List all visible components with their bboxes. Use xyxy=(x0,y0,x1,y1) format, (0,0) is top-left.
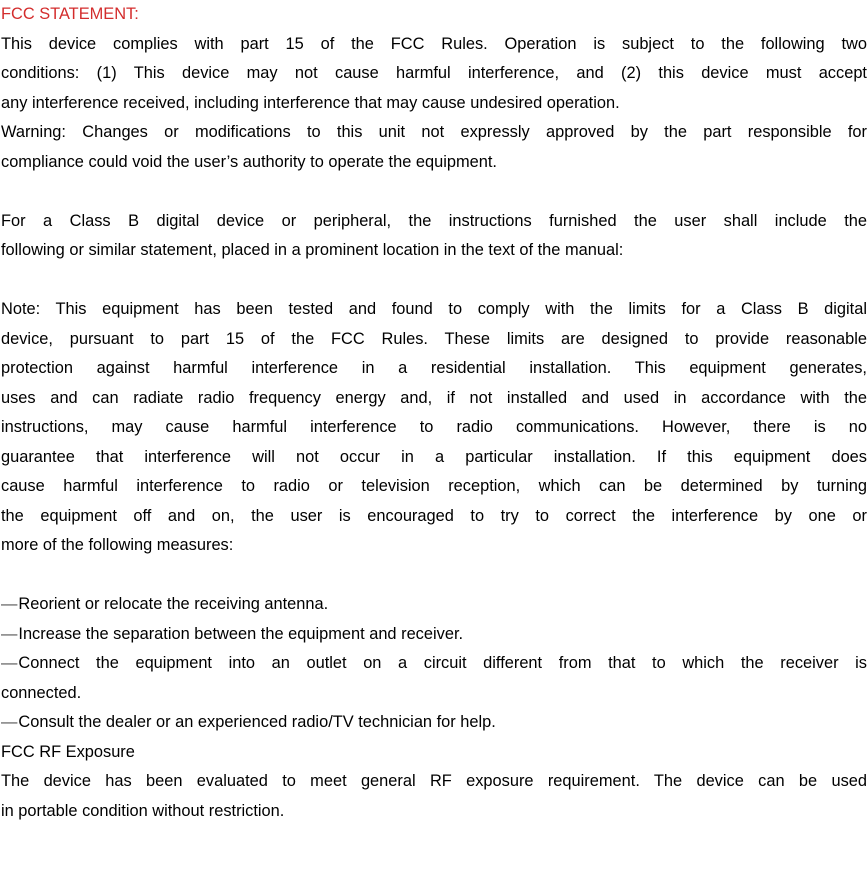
warning-line: Warning: Changes or modifications to this unit not expressly approved by the part responsible for xyxy=(1,123,867,141)
note-line: protection against harmful interference in a residential installation. This equipment generates, xyxy=(1,359,867,377)
measure-text: Connect the equipment into an outlet on a circuit different from that to which the receiver is xyxy=(18,654,867,672)
paragraph-spacer xyxy=(1,561,868,591)
measure-text: Reorient or relocate the receiving antenna. xyxy=(18,595,329,613)
measure-text: Increase the separation between the equipment and receiver. xyxy=(18,624,464,643)
compliance-line: This device complies with part 15 of the FCC Rules. Operation is subject to the following two xyxy=(1,34,867,53)
compliance-line: conditions: (1) This device may not cause harmful interference, and (2) this device must accept xyxy=(1,64,867,82)
list-item xyxy=(1,649,867,679)
note-line: instructions, may cause harmful interference to radio communications. However, there is no xyxy=(1,418,867,436)
measures-list xyxy=(1,590,868,738)
note-line: Note: This equipment has been tested and found to comply with the limits for a Class B digital xyxy=(1,300,867,318)
note-line: cause harmful interference to radio or television reception, which can be determined by turning xyxy=(1,477,867,495)
rf-exposure-paragraph xyxy=(1,767,868,826)
dash-bullet: — xyxy=(1,713,18,731)
rf-line: The device has been evaluated to meet general RF exposure requirement. The device can be used xyxy=(1,772,867,790)
note-line: more of the following measures: xyxy=(1,536,234,554)
note-line: device, pursuant to part 15 of the FCC Rules. These limits are designed to provide reasonable xyxy=(1,329,867,348)
note-line: guarantee that interference will not occur in a particular installation. If this equipment does xyxy=(1,447,867,466)
dash-bullet: — xyxy=(1,654,18,672)
note-line: uses and can radiate radio frequency energy and, if not installed and used in accordance with the xyxy=(1,388,867,407)
dash-bullet: — xyxy=(1,595,18,613)
list-item-continuation: connected. xyxy=(1,683,82,702)
class-b-line: For a Class B digital device or peripheral, the instructions furnished the user shall include the xyxy=(1,211,867,230)
class-b-paragraph xyxy=(1,207,868,266)
paragraph-spacer xyxy=(1,266,868,296)
compliance-paragraph xyxy=(1,30,868,119)
warning-paragraph xyxy=(1,118,868,177)
paragraph-spacer xyxy=(1,177,868,207)
compliance-line: any interference received, including interference that may cause undesired operation. xyxy=(1,93,620,112)
list-item xyxy=(1,590,868,620)
rf-exposure-title: FCC RF Exposure xyxy=(1,742,135,761)
class-b-line: following or similar statement, placed in a prominent location in the text of the manual: xyxy=(1,241,624,259)
measure-text: Consult the dealer or an experienced radio/TV technician for help. xyxy=(18,713,496,731)
note-line: the equipment off and on, the user is encouraged to try to correct the interference by one or xyxy=(1,506,867,525)
dash-bullet: — xyxy=(1,624,18,643)
note-paragraph xyxy=(1,295,868,561)
rf-line: in portable condition without restriction. xyxy=(1,801,285,820)
fcc-statement-heading: FCC STATEMENT: xyxy=(1,5,139,23)
list-item xyxy=(1,620,868,650)
warning-line: compliance could void the user’s authority to operate the equipment. xyxy=(1,152,497,171)
list-item xyxy=(1,708,868,738)
